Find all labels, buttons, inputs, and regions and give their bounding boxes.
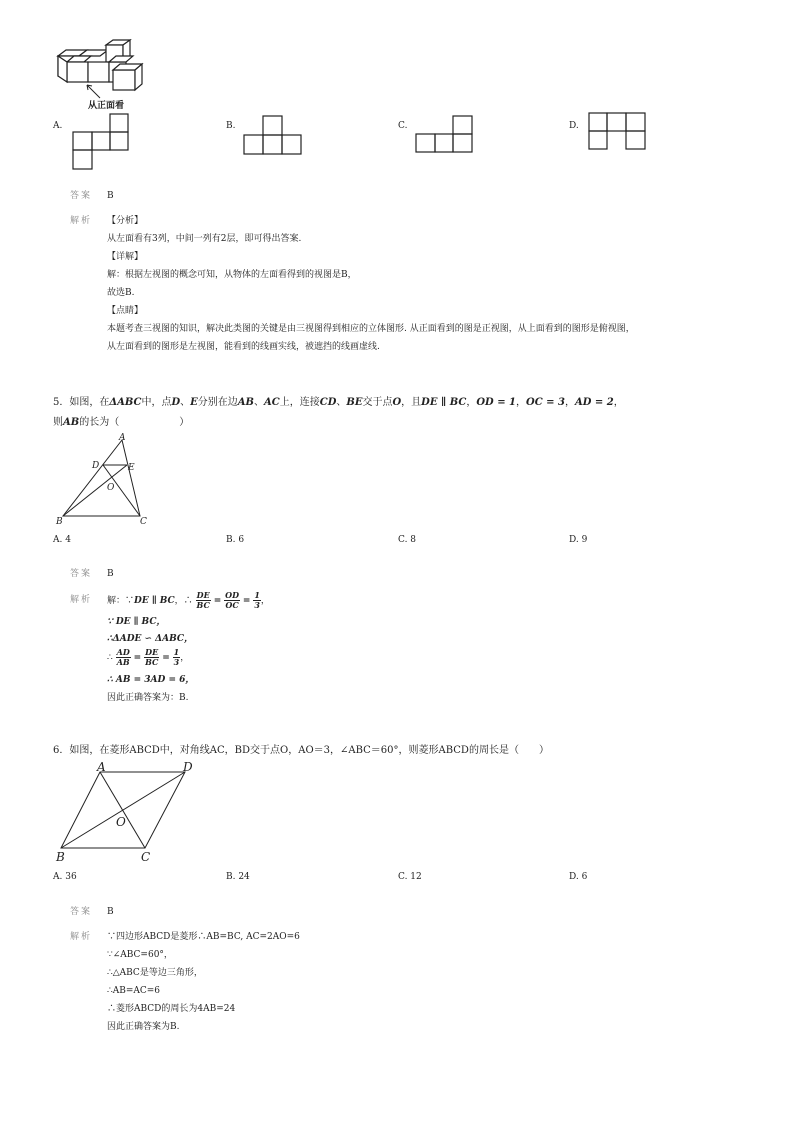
q6-rhombus-figure [55,762,200,864]
q6-option-a[interactable]: A. 36 [53,872,77,882]
q4-option-b[interactable]: B. [226,121,236,131]
q6-answer-label: 答案 [70,907,93,917]
q5-label-d: D [92,461,100,471]
q5-stem: 5．如图，在ΔABC中，点D、E分别在边AB、AC上，连接CD、BE交于点O，且DE ∥ BC，OD = 1，OC = 3，AD = 2， [53,397,624,408]
q6-label-d: D [183,760,193,774]
q5-label-e: E [128,463,135,473]
q5-solution-line: 解：∵DE ∥ BC，∴ $\frac{DE}{BC}$ = $\frac{OD}{OC}$ = $\frac{1}{3}$ ， [107,590,270,610]
q4-option-a[interactable]: A. [53,121,63,131]
q6-label-o: O [116,815,126,829]
q4-answer: B [107,191,114,201]
q5-stem-line2: 则AB的长为（ ） [53,417,190,428]
view-direction-label: 从正面看 [88,101,125,111]
q4-analysis-line: 从左面看到的图形是左视图，能看到的线画实线，被遮挡的线画虚线. [107,342,380,352]
q4-option-b-figure [243,115,305,155]
q4-analysis-line: 本题考查三视图的知识，解决此类图的关键是由三视图得到相应的立体图形. 从正面看到的图是正视图，从上面看到的图形是俯视图， [107,324,635,334]
q6-stem: 6．如图，在菱形ABCD中，对角线AC，BD交于点O，AO＝3，∠ABC＝60°，则菱形ABCD的周长是（ ） [53,745,549,756]
q4-analysis-line: 【详解】 [107,252,144,262]
q6-analysis-line: ∴菱形ABCD的周长为4AB=24 [107,1004,236,1014]
q6-label-c: C [141,850,151,864]
q4-analysis-line: 【点睛】 [107,306,144,316]
q4-answer-label: 答案 [70,191,93,201]
cubes-3d-figure [50,38,150,98]
q4-option-c[interactable]: C. [398,121,408,131]
q6-label-b: B [56,850,65,864]
q4-analysis-label: 解析 [70,216,93,226]
q6-analysis-line: 因此正确答案为B. [107,1022,180,1032]
q5-option-a[interactable]: A. 4 [53,535,71,545]
q6-answer: B [107,907,114,917]
q6-option-c[interactable]: C. 12 [398,872,422,882]
q4-analysis-line: 故选B. [107,288,135,298]
q6-option-d[interactable]: D. 6 [569,872,588,882]
q5-solution-line: ∴ AB = 3AD = 6， [107,675,195,685]
q5-solution-line: ∵ DE ∥ BC， [107,617,166,627]
q6-analysis-line: ∴AB=AC=6 [107,986,161,996]
q5-answer-label: 答案 [70,569,93,579]
q6-analysis-line: ∴△ABC是等边三角形， [107,968,203,978]
q5-label-a: A [119,433,126,443]
q4-analysis-line: 从左面看有3列，中间一列有2层，即可得出答案. [107,234,302,244]
q4-analysis-line: 【分析】 [107,216,144,226]
q6-analysis-line: ∵∠ABC=60°， [107,950,173,960]
q5-triangle-figure [55,432,155,528]
q6-option-b[interactable]: B. 24 [226,872,250,882]
q5-label-o: O [107,483,115,493]
q4-analysis-line: 解：根据左视图的概念可知，从物体的左面看得到的视图是B， [107,270,357,280]
q5-option-b[interactable]: B. 6 [226,535,245,545]
q5-option-c[interactable]: C. 8 [398,535,417,545]
q6-label-a: A [97,760,106,774]
q5-option-d[interactable]: D. 9 [569,535,588,545]
q4-option-c-figure [415,115,477,153]
q4-option-d-figure [588,112,648,152]
q5-analysis-label: 解析 [70,595,93,605]
q5-label-b: B [56,517,63,527]
q5-solution-line: ∴ $\frac{AD}{AB}$ = $\frac{DE}{BC}$ = $\frac{1}{3}$ ， [107,647,190,667]
q4-option-a-figure [72,113,132,171]
q5-solution-line: ∴ΔADE ∽ ΔABC， [107,634,194,644]
q5-label-c: C [140,517,147,527]
q5-answer: B [107,569,114,579]
q5-solution-line: 因此正确答案为：B. [107,693,189,703]
q6-analysis-line: ∵四边形ABCD是菱形∴AB=BC, AC=2AO=6 [107,932,300,942]
q6-analysis-label: 解析 [70,932,93,942]
q4-option-d[interactable]: D. [569,121,579,131]
